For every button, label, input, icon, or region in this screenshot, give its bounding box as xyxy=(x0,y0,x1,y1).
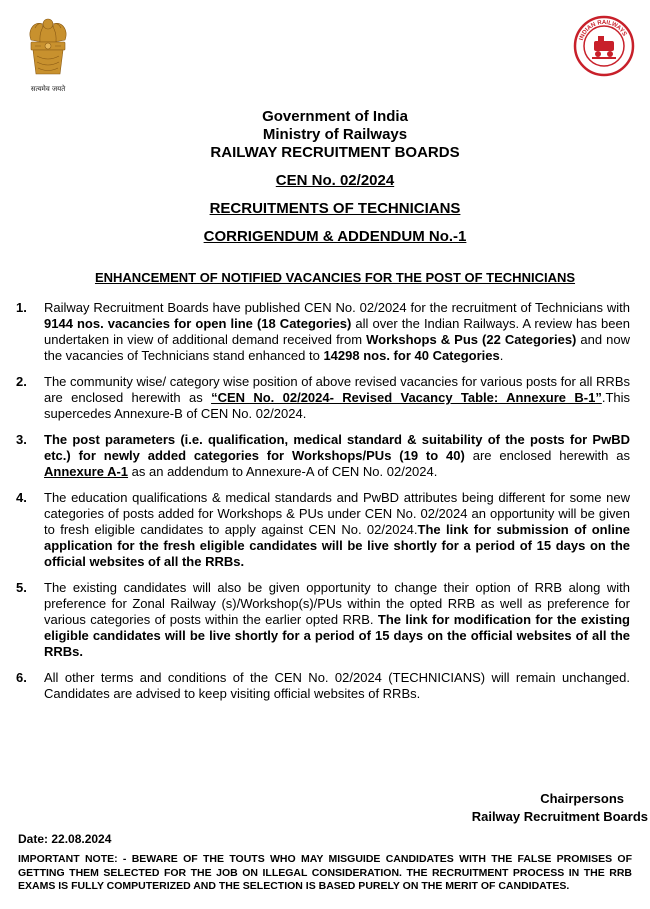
point-number: 4. xyxy=(16,490,27,505)
point-3 xyxy=(16,432,630,480)
header-recruitments: RECRUITMENTS OF TECHNICIANS xyxy=(209,200,461,217)
section-heading: ENHANCEMENT OF NOTIFIED VACANCIES FOR THE POST OF TECHNICIANS xyxy=(94,270,576,285)
point-text: The existing candidates will also be given opportunity to change their option of RRB along with preference for Zonal Railway (s)/Workshop(s)/PUs within the opted RRB as well as preference for various categories of posts within the earlier opted RRB. The link for modification for the existing eligible candidates will be live shortly for a period of 15 days on the official websites of all the RRBs. xyxy=(44,580,630,659)
logo-text: INDIAN RAILWAYS xyxy=(578,19,628,42)
points-list xyxy=(16,300,630,712)
point-number: 1. xyxy=(16,300,27,315)
point-text: The education qualifications & medical standards and PwBD attributes being different for some new categories of posts added for Workshops & PUs under CEN No. 02/2024 an opportunity will be given to fresh eligible candidates to apply against CEN No. 02/2024.The link for submission of online application for the fresh eligible candidates will be live shortly for a period of 15 days on the official websites of all the RRBs. xyxy=(44,490,630,569)
issue-date: Date: 22.08.2024 xyxy=(18,832,112,846)
point-2 xyxy=(16,374,630,422)
signature-block xyxy=(472,790,648,826)
national-emblem-icon xyxy=(25,12,71,84)
annexure-a1-reference: Annexure A-1 xyxy=(44,464,129,479)
annexure-b1-reference: “CEN No. 02/2024- Revised Vacancy Table: Annexure B-1” xyxy=(211,390,602,405)
important-note: IMPORTANT NOTE: - BEWARE OF THE TOUTS WHO MAY MISGUIDE CANDIDATES WITH THE FALSE PROMISES OF GETTING THEM SELECTED FOR THE JOB ON ILLEGAL CONSIDERATION. THE RECRUITMENT PROCESS IN THE RRB EXAMS IS FULLY COMPUTERIZED AND THE SELECTION IS BASED PURELY ON THE MERIT OF CANDIDATES. xyxy=(18,853,632,892)
point-text: The post parameters (i.e. qualification, medical standard & suitability of the posts for PwBD etc.) for newly added categories for Workshops/PUs (19 to 40) are enclosed herewith as Annexure A-1 as an addendum to Annexure-A of CEN No. 02/2024. xyxy=(44,432,630,479)
indian-railways-logo-icon xyxy=(573,15,635,77)
signature-title: Chairpersons xyxy=(540,791,624,806)
letter-header xyxy=(0,108,650,246)
emblem-caption: सत्यमेव जयते xyxy=(30,85,66,93)
point-text: All other terms and conditions of the CEN No. 02/2024 (TECHNICIANS) will remain unchanged. Candidates are advised to keep visiting official websites of RRBs. xyxy=(44,670,630,701)
point-5 xyxy=(16,580,630,660)
national-emblem xyxy=(18,12,78,98)
point-number: 6. xyxy=(16,670,27,685)
point-4 xyxy=(16,490,630,570)
header-corrigendum: CORRIGENDUM & ADDENDUM No.-1 xyxy=(203,228,467,245)
point-number: 5. xyxy=(16,580,27,595)
signature-org: Railway Recruitment Boards xyxy=(471,809,648,824)
header-government: Government of India xyxy=(262,108,408,125)
header-cen-number: CEN No. 02/2024 xyxy=(275,172,395,189)
point-6 xyxy=(16,670,630,702)
point-text: The community wise/ category wise position of above revised vacancies for various posts for all RRBs are enclosed herewith as “CEN No. 02/2024- Revised Vacancy Table: Annexure B-1”.This supercedes Annexure-B of CEN No. 02/2024. xyxy=(44,374,630,421)
point-1 xyxy=(16,300,630,364)
point-number: 3. xyxy=(16,432,27,447)
indian-railways-logo xyxy=(573,15,635,77)
header-rrb: RAILWAY RECRUITMENT BOARDS xyxy=(210,144,460,161)
point-text: Railway Recruitment Boards have published CEN No. 02/2024 for the recruitment of Technicians with 9144 nos. vacancies for open line (18 Categories) all over the Indian Railways. A review has been undertaken in view of additional demand received from Workshops & Pus (22 Categories) and now the vacancies of Technicians stand enhanced to 14298 nos. for 40 Categories. xyxy=(44,300,630,363)
header-ministry: Ministry of Railways xyxy=(262,126,408,143)
point-number: 2. xyxy=(16,374,27,389)
